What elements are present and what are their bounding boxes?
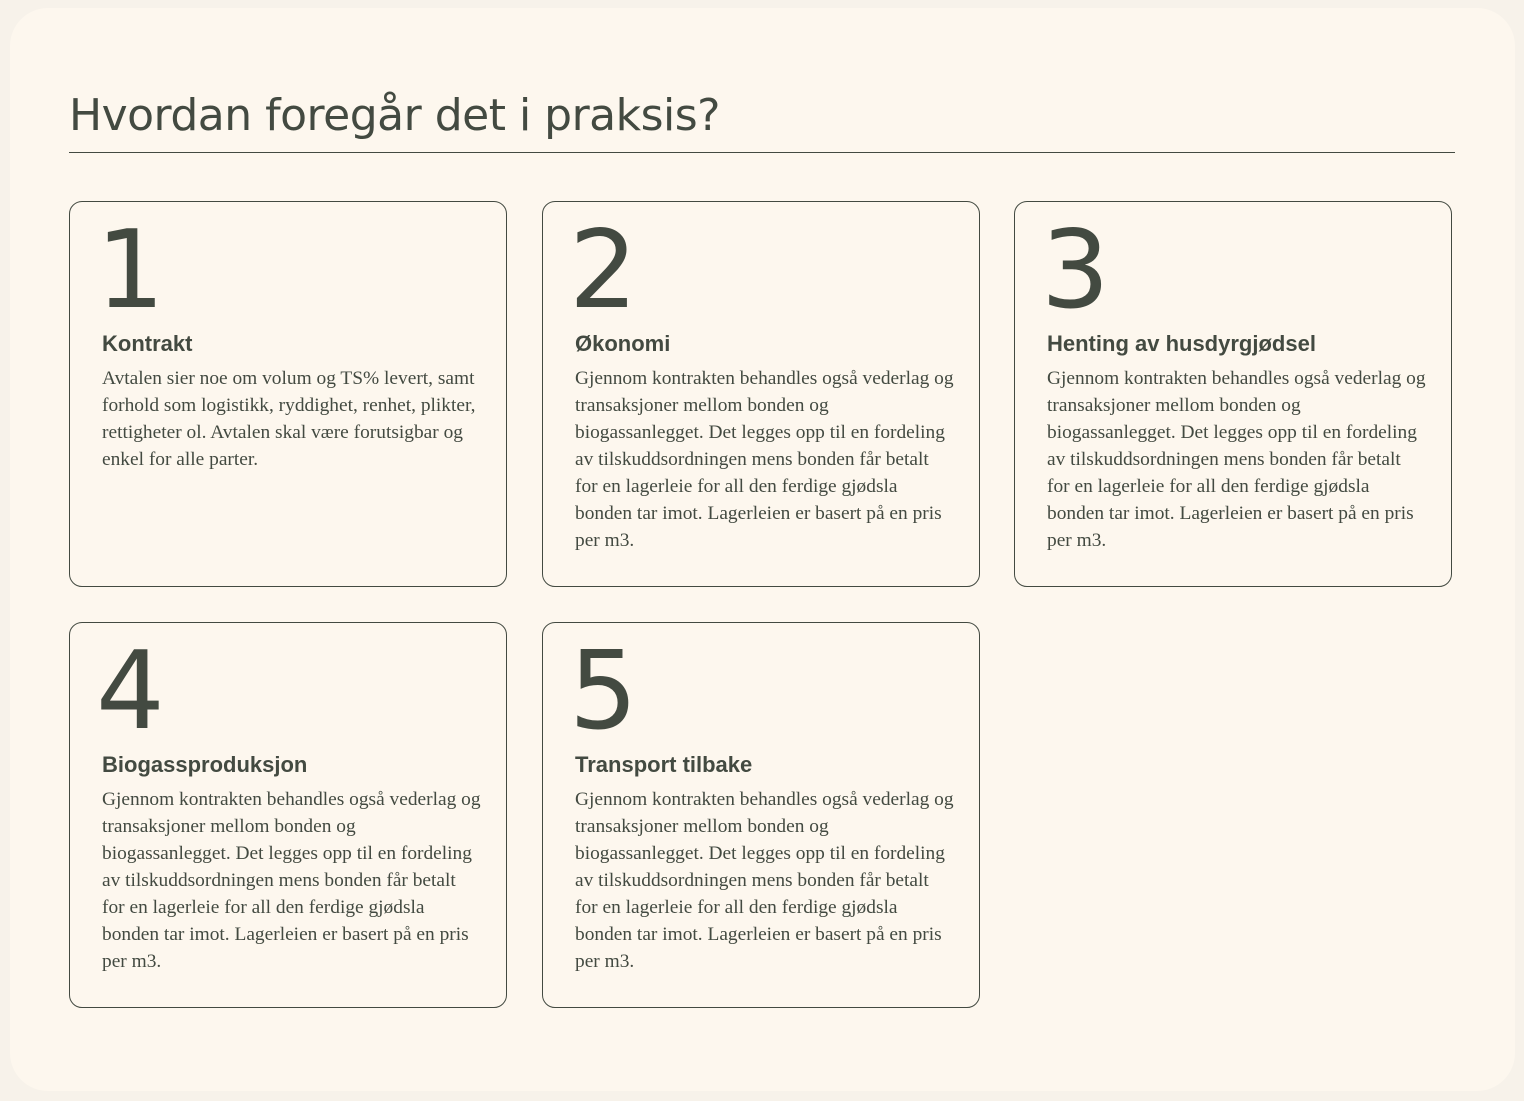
step-number: 3 <box>1041 208 1108 333</box>
step-number: 5 <box>569 629 636 754</box>
step-title: Økonomi <box>575 331 671 356</box>
step-description: Gjennom kontrakten behandles også vederlag og transaksjoner mellom bonden og biogassanlegget. Det legges opp til en fordeling av tilskuddsordningen mens bonden får betalt for en lagerleie for all den ferdige gjødsla bonden tar imot. Lagerleien er basert på en pris per m3. <box>575 368 954 551</box>
step-card-2 <box>542 201 980 587</box>
step-card-4 <box>69 622 507 1008</box>
step-card-1 <box>69 201 507 587</box>
step-title: Biogassproduksjon <box>102 752 308 777</box>
step-card-3 <box>1014 201 1452 587</box>
step-card-5 <box>542 622 980 1008</box>
heading-divider <box>69 152 1455 153</box>
page-title: Hvordan foregår det i praksis? <box>69 90 721 141</box>
step-number: 4 <box>96 629 163 754</box>
step-title: Kontrakt <box>102 331 193 356</box>
step-description: Gjennom kontrakten behandles også vederlag og transaksjoner mellom bonden og biogassanlegget. Det legges opp til en fordeling av tilskuddsordningen mens bonden får betalt for en lagerleie for all den ferdige gjødsla bonden tar imot. Lagerleien er basert på en pris per m3. <box>575 789 954 972</box>
step-title: Transport tilbake <box>575 752 753 777</box>
step-description: Gjennom kontrakten behandles også vederlag og transaksjoner mellom bonden og biogassanlegget. Det legges opp til en fordeling av tilskuddsordningen mens bonden får betalt for en lagerleie for all den ferdige gjødsla bonden tar imot. Lagerleien er basert på en pris per m3. <box>1047 368 1426 551</box>
content-panel <box>10 8 1515 1091</box>
step-number: 2 <box>569 208 636 333</box>
step-description: Gjennom kontrakten behandles også vederlag og transaksjoner mellom bonden og biogassanlegget. Det legges opp til en fordeling av tilskuddsordningen mens bonden får betalt for en lagerleie for all den ferdige gjødsla bonden tar imot. Lagerleien er basert på en pris per m3. <box>102 789 481 972</box>
step-title: Henting av husdyrgjødsel <box>1047 331 1316 356</box>
step-number: 1 <box>96 208 163 333</box>
step-description: Avtalen sier noe om volum og TS% levert, samt forhold som logistikk, ryddighet, renhet, plikter, rettigheter ol. Avtalen skal være forutsigbar og enkel for alle parter. <box>102 368 476 470</box>
